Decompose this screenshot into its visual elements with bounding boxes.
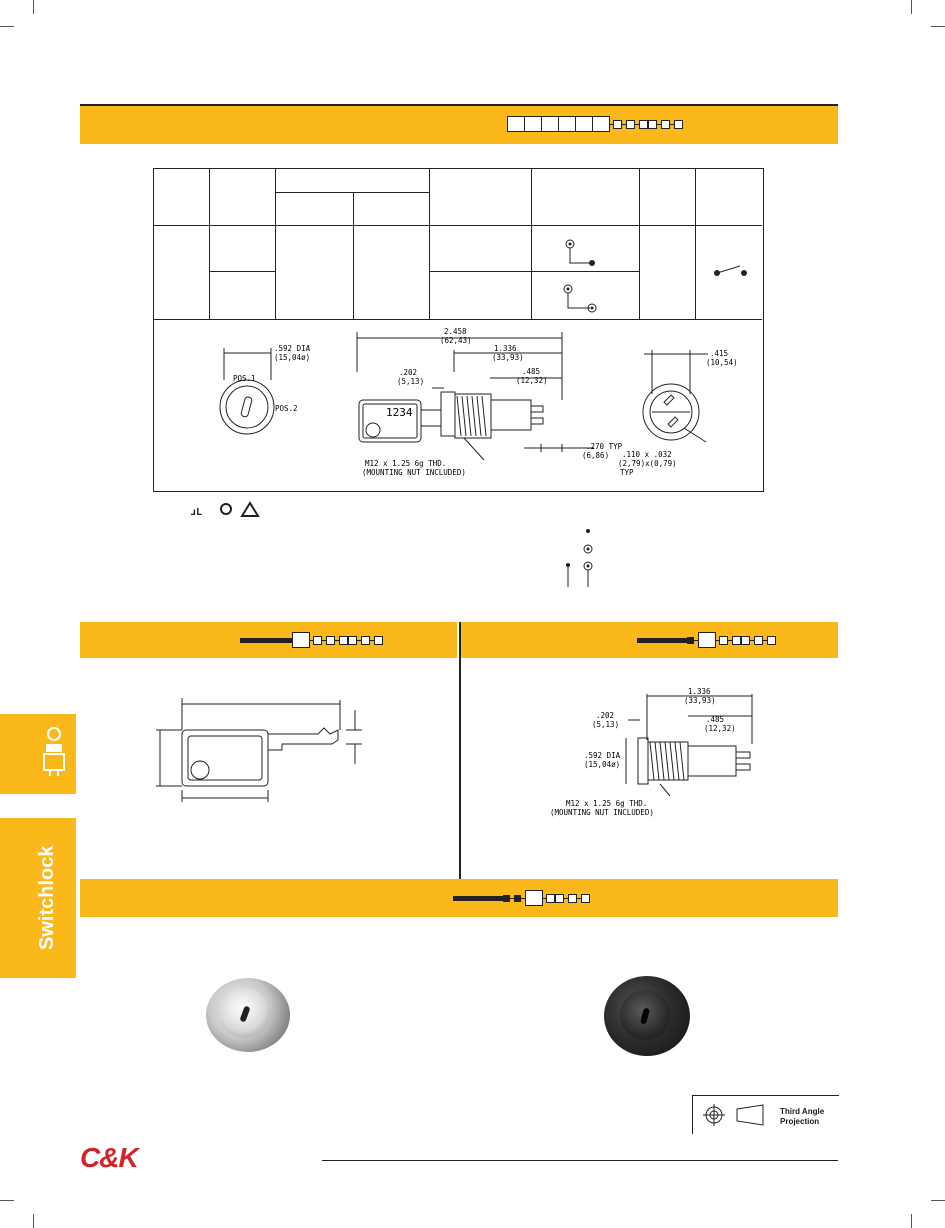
key-drawing (150, 690, 370, 810)
len-tail: .485 (522, 367, 541, 376)
svg-text:ɹL: ɹL (190, 507, 203, 518)
crop-mark (33, 1214, 34, 1228)
product-photo-black (604, 976, 690, 1056)
flange-metric: (5,13) (397, 377, 425, 386)
crop-mark (33, 0, 34, 14)
len-total-metric: (62,43) (440, 336, 472, 345)
end-dim: .415 (710, 349, 729, 358)
contact-symbols (154, 169, 763, 319)
pin-spacing-metric: (6,86) (582, 451, 610, 460)
projection-label (780, 1107, 824, 1127)
dia-metric: (15,04ø) (274, 353, 311, 362)
terminal-typ: TYP (620, 468, 634, 477)
terminal-symbols (560, 525, 600, 589)
bushing-flange-metric: (5,13) (592, 720, 620, 729)
bushing-len-body: 1.336 (688, 687, 711, 696)
pos1-label: POS.1 (233, 374, 256, 383)
bushing-dia-metric: (15,04ø) (584, 760, 621, 769)
projection-line1: Third Angle (780, 1107, 825, 1116)
spec-table (153, 168, 764, 492)
side-tab-icon-area (0, 714, 76, 794)
section-header-band (80, 104, 838, 144)
section-divider (459, 622, 461, 879)
len-total: 2.458 (444, 327, 467, 336)
len-body: 1.336 (494, 344, 517, 353)
dia-label: .592 DIA (274, 344, 311, 353)
part-code-finish (453, 890, 590, 906)
bushing-drawing (540, 684, 780, 824)
pin-spacing: .270 TYP (586, 442, 623, 451)
end-dim-metric: (10,54) (706, 358, 738, 367)
crop-mark (911, 0, 912, 14)
len-tail-metric: (12,32) (516, 376, 548, 385)
switchlock-icon (42, 726, 66, 776)
terminal-metric: (2,79)x(0,79) (618, 459, 677, 468)
bushing-thread-note: (MOUNTING NUT INCLUDED) (550, 808, 654, 817)
bushing-len-body-metric: (33,93) (684, 696, 716, 705)
thread-note: (MOUNTING NUT INCLUDED) (362, 468, 466, 477)
bushing-dia: .592 DIA (584, 751, 621, 760)
flange-dim: .202 (399, 368, 418, 377)
part-code-boxes (507, 116, 683, 132)
len-body-metric: (33,93) (492, 353, 524, 362)
part-code-bushing (637, 632, 776, 648)
side-tab-label: Switchlock (36, 845, 58, 950)
projection-box (692, 1095, 839, 1134)
thread-spec: M12 x 1.25 6g THD. (365, 459, 447, 468)
key-number: 1234 (386, 406, 413, 419)
product-photo-chrome (206, 978, 290, 1052)
crop-mark (931, 26, 945, 27)
crop-mark (0, 1200, 14, 1201)
third-angle-projection-icon (703, 1103, 773, 1127)
bushing-len-tail-metric: (12,32) (704, 724, 736, 733)
bushing-flange: .202 (596, 711, 615, 720)
crop-mark (911, 1214, 912, 1228)
pos2-label: POS.2 (275, 404, 298, 413)
side-tab-gap (0, 794, 76, 818)
bushing-len-tail: .485 (706, 715, 725, 724)
agency-approval-icons (190, 500, 270, 520)
bushing-thread: M12 x 1.25 6g THD. (566, 799, 648, 808)
part-code-key (240, 632, 383, 648)
dimension-drawing (154, 320, 762, 490)
crop-mark (931, 1200, 945, 1201)
terminal-dim: .110 x .032 (622, 450, 672, 459)
crop-mark (0, 26, 14, 27)
ck-logo: C&K (80, 1142, 138, 1173)
footer-rule (322, 1160, 838, 1161)
projection-line2: Projection (780, 1117, 820, 1126)
